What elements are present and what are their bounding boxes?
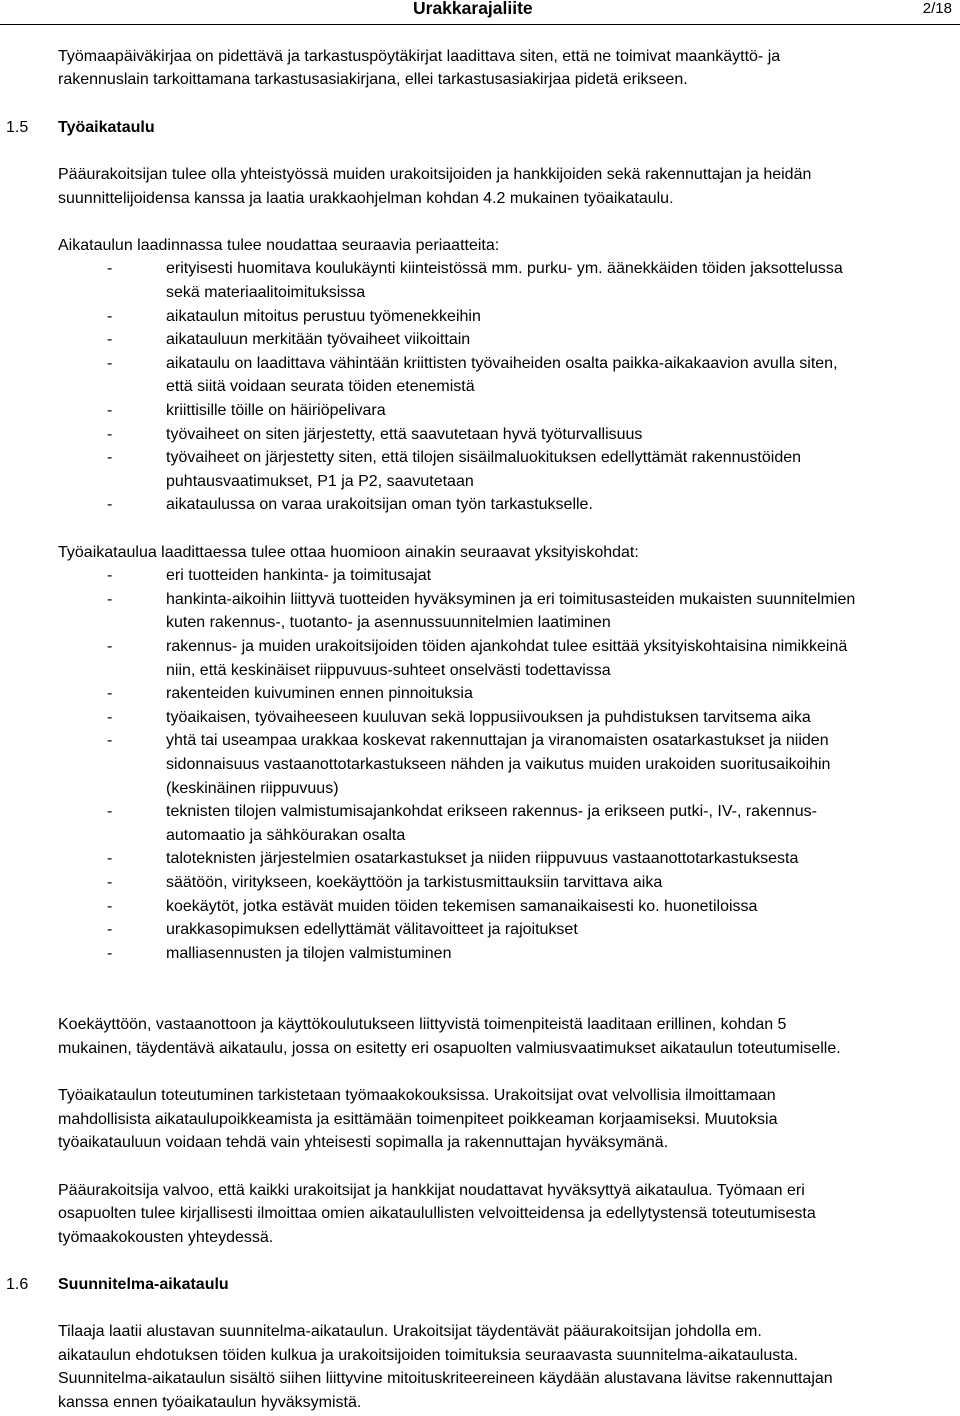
list-item-cont: automaatio ja sähköurakan osalta [166, 827, 406, 844]
list-item: koekäytöt, jotka estävät muiden töiden tekemisen samanaikaisesti ko. huonetiloissa [166, 898, 758, 915]
list-item: teknisten tilojen valmistumisajankohdat erikseen rakennus- ja erikseen putki-, IV-, rakennus- [166, 803, 817, 820]
section-title: Työaikataulu [58, 119, 155, 136]
list-item: rakennus- ja muiden urakoitsijoiden töiden ajankohdat tulee esittää yksityiskohtaisina nimikkeinä [166, 638, 848, 655]
list-item: malliasennusten ja tilojen valmistuminen [166, 945, 452, 962]
list-item: aikataulun mitoitus perustuu työmenekkeihin [166, 308, 481, 325]
paragraph-line: kanssa ennen työaikataulun hyväksymistä. [58, 1394, 362, 1411]
list-dash: - [107, 591, 113, 608]
paragraph-line: aikataulun ehdotuksen töiden kulkua ja urakoitsijoiden toimituksia seuraavasta suunnitelma-aikataulusta. [58, 1347, 798, 1364]
list-item-cont: sidonnaisuus vastaanottotarkastukseen nähden ja vaikutus muiden urakoiden suoritusaikoihin [166, 756, 831, 773]
list-dash: - [107, 449, 113, 466]
list-item: aikatauluun merkitään työvaiheet viikoittain [166, 331, 471, 348]
document-title: Urakkarajaliite [413, 0, 533, 18]
list-item: työvaiheet on järjestetty siten, että tilojen sisäilmaluokituksen edellyttämät rakennustöiden [166, 449, 802, 466]
list-item: kriittisille töille on häiriöpelivara [166, 402, 386, 419]
list-item-cont: kuten rakennus-, tuotanto- ja asennussuunnitelmien laatiminen [166, 614, 611, 631]
list-item-cont: puhtausvaatimukset, P1 ja P2, saavutetaan [166, 473, 474, 490]
list-dash: - [107, 803, 113, 820]
list-item: yhtä tai useampaa urakkaa koskevat rakennuttajan ja viranomaisten osatarkastukset ja niiden [166, 732, 829, 749]
page-header [0, 0, 960, 25]
paragraph-line: Työaikataulun toteutuminen tarkistetaan työmaakokouksissa. Urakoitsijat ovat velvollisia ilmoittamaan [58, 1087, 776, 1104]
paragraph-line: osapuolten tulee kirjallisesti ilmoittaa omien aikataulullisten velvoitteidensa ja edellytystensä toteutumisesta [58, 1205, 816, 1222]
page-number: 2/18 [922, 0, 952, 17]
list-dash: - [107, 260, 113, 277]
paragraph-line: työmaakokousten yhteydessä. [58, 1229, 274, 1246]
section-title: Suunnitelma-aikataulu [58, 1276, 229, 1293]
list-dash: - [107, 850, 113, 867]
section-number: 1.6 [6, 1276, 29, 1293]
list-item-cont: että siitä voidaan seurata töiden etenemistä [166, 378, 475, 395]
list-dash: - [107, 402, 113, 419]
list-dash: - [107, 496, 113, 513]
list-dash: - [107, 426, 113, 443]
list-dash: - [107, 874, 113, 891]
paragraph-line: Koekäyttöön, vastaanottoon ja käyttökoulutukseen liittyvistä toimenpiteistä laaditaan erillinen, kohdan 5 [58, 1016, 787, 1033]
list-dash: - [107, 732, 113, 749]
paragraph-line: työaikatauluun voidaan tehdä vain yhteisesti sopimalla ja rakennuttajan hyväksymänä. [58, 1134, 669, 1151]
list-item: rakenteiden kuivuminen ennen pinnoituksia [166, 685, 473, 702]
list-item: erityisesti huomitava koulukäynti kiinteistössä mm. purku- ym. äänekkäiden töiden jaksottelussa [166, 260, 843, 277]
list-item: aikataulu on laadittava vähintään kriittisten työvaiheiden osalta paikka-aikakaavion avulla siten, [166, 355, 838, 372]
list-item: aikataulussa on varaa urakoitsijan oman työn tarkastukselle. [166, 496, 593, 513]
intro-line: Työmaapäiväkirjaa on pidettävä ja tarkastuspöytäkirjat laadittava siten, että ne toimivat maankäyttö- ja [58, 48, 781, 65]
list-dash: - [107, 638, 113, 655]
list-item-cont: niin, että keskinäiset riippuvuus-suhteet onselvästi todettavissa [166, 662, 611, 679]
list-dash: - [107, 685, 113, 702]
list-intro: Aikataulun laadinnassa tulee noudattaa seuraavia periaatteita: [58, 237, 500, 254]
paragraph-line: suunnittelijoidensa kanssa ja laatia urakkaohjelman kohdan 4.2 mukainen työaikataulu. [58, 190, 674, 207]
paragraph-line: Suunnitelma-aikataulun sisältö siihen liittyvine mitoituskriteereineen käydään alustavana lävitse rakennuttajan [58, 1370, 833, 1387]
list-intro: Työaikataulua laadittaessa tulee ottaa huomioon ainakin seuraavat yksityiskohdat: [58, 544, 639, 561]
intro-line: rakennuslain tarkoittamana tarkastusasiakirjana, ellei tarkastusasiakirjaa pidetä erikseen. [58, 71, 688, 88]
list-item: säätöön, viritykseen, koekäyttöön ja tarkistusmittauksiin tarvittava aika [166, 874, 663, 891]
paragraph-line: Pääurakoitsijan tulee olla yhteistyössä muiden urakoitsijoiden ja hankkijoiden sekä rakennuttajan ja heidän [58, 166, 812, 183]
list-item-cont: (keskinäinen riippuvuus) [166, 780, 339, 797]
list-item: työaikaisen, työvaiheeseen kuuluvan sekä loppusiivouksen ja puhdistuksen tarvitsema aika [166, 709, 811, 726]
section-number: 1.5 [6, 119, 29, 136]
list-item: hankinta-aikoihin liittyvä tuotteiden hyväksyminen ja eri toimitusasteiden mukaisten suunnitelmien [166, 591, 856, 608]
list-dash: - [107, 567, 113, 584]
list-item: urakkasopimuksen edellyttämät välitavoitteet ja rajoitukset [166, 921, 578, 938]
list-item: työvaiheet on siten järjestetty, että saavutetaan hyvä työturvallisuus [166, 426, 643, 443]
paragraph-line: mukainen, täydentävä aikataulu, jossa on esitetty eri osapuolten valmiusvaatimukset aikataulun toteutumiselle. [58, 1040, 841, 1057]
list-dash: - [107, 945, 113, 962]
list-item: taloteknisten järjestelmien osatarkastukset ja niiden riippuvuus vastaanottotarkastuksesta [166, 850, 799, 867]
list-dash: - [107, 898, 113, 915]
list-item: eri tuotteiden hankinta- ja toimitusajat [166, 567, 432, 584]
list-dash: - [107, 921, 113, 938]
list-item-cont: sekä materiaalitoimituksissa [166, 284, 366, 301]
paragraph-line: mahdollisista aikataulupoikkeamista ja esittämään toimenpiteet poikkeaman korjaamiseksi. Muutoksia [58, 1111, 778, 1128]
paragraph-line: Tilaaja laatii alustavan suunnitelma-aikataulun. Urakoitsijat täydentävät pääurakoitsijan johdolla em. [58, 1323, 762, 1340]
list-dash: - [107, 709, 113, 726]
list-dash: - [107, 331, 113, 348]
list-dash: - [107, 355, 113, 372]
paragraph-line: Pääurakoitsija valvoo, että kaikki urakoitsijat ja hankkijat noudattavat hyväksyttyä aikataulua. Työmaan eri [58, 1182, 805, 1199]
list-dash: - [107, 308, 113, 325]
